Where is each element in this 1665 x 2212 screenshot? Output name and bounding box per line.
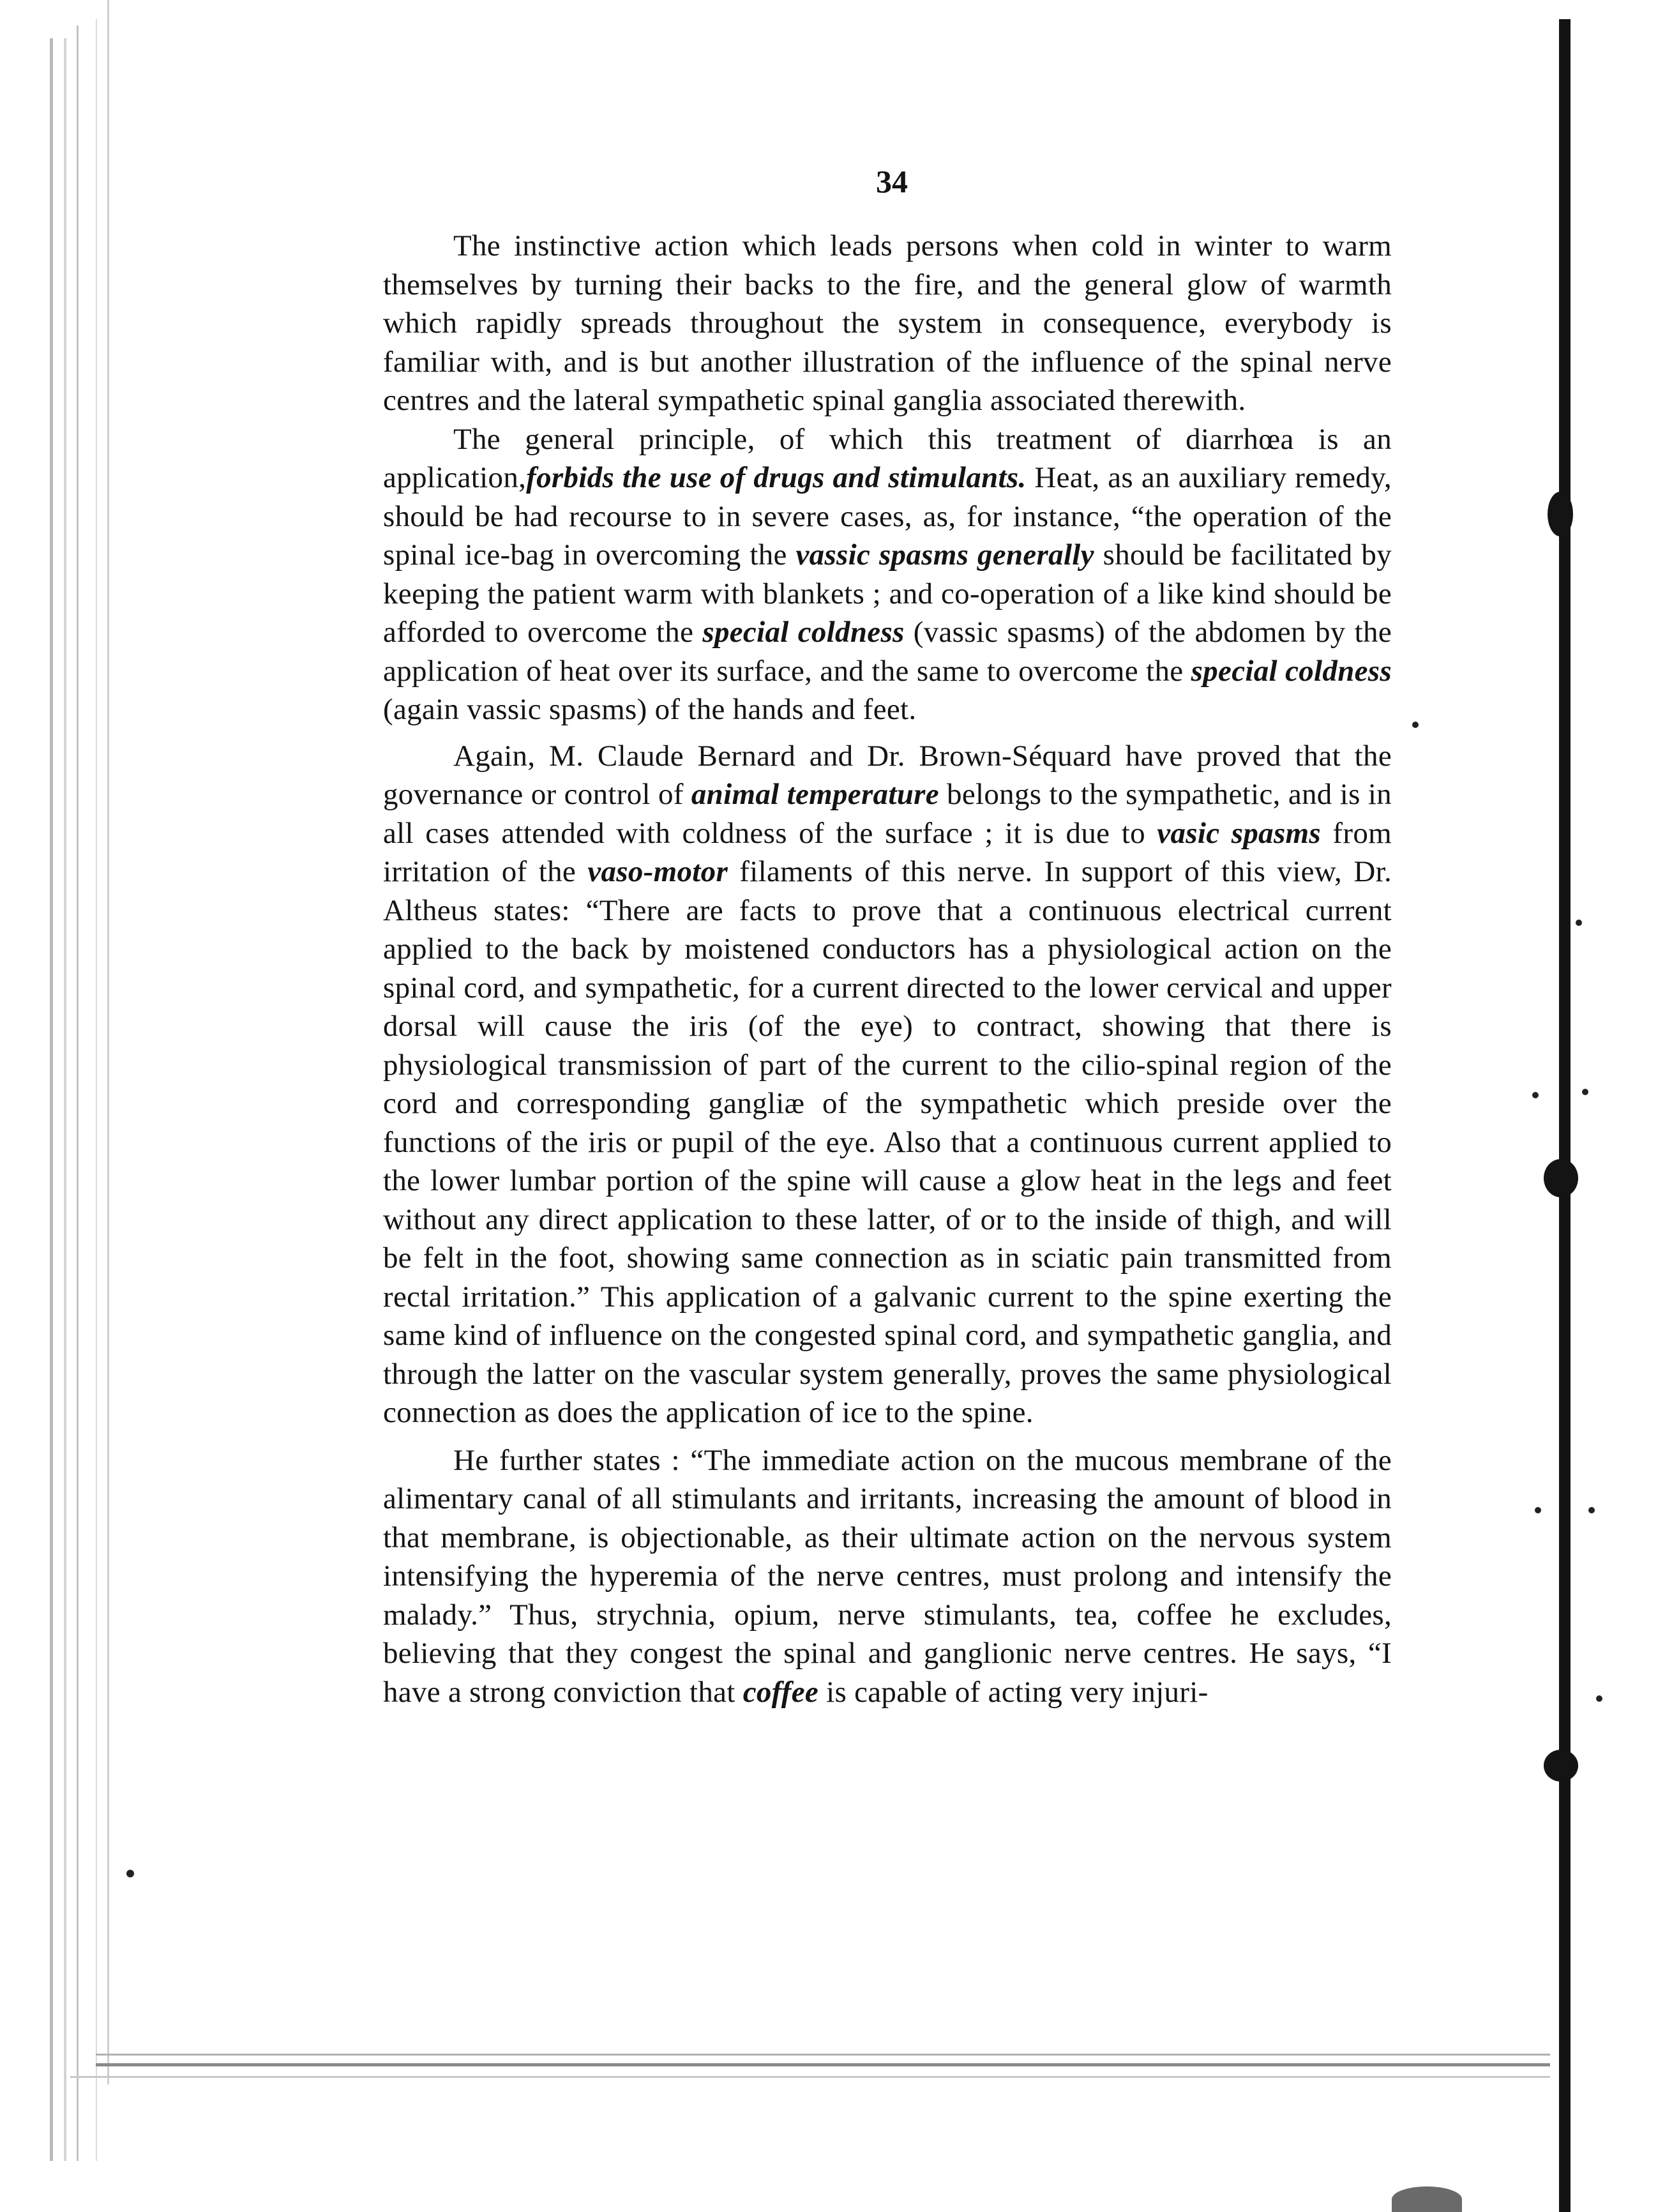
scan-edge-artifact [50,38,53,2161]
page-gutter-bar [1559,19,1571,2212]
scan-edge-artifact [64,38,66,2161]
text-run: The general principle, of which this treatment of diarrhœa is an application, [383,422,1392,494]
italic-phrase: vasic spasms [1157,816,1321,850]
text-run: should be facilitated by keeping the patient warm with blankets ; and co-operation of a like kind should be afforded to overcome the [383,538,1392,649]
speck [126,1870,134,1877]
body-text [383,227,1392,1711]
text-run: Again, M. Claude Bernard and Dr. Brown-Séquard have proved that the governance or control of [383,739,1392,811]
gutter-blot [1544,1750,1578,1782]
gutter-blot [1548,492,1573,536]
scan-edge-artifact [96,19,97,2161]
speck [1588,1507,1595,1513]
page-number: 34 [876,163,908,199]
paragraph [383,420,1392,729]
scan-edge-artifact [70,2076,1550,2078]
text-run: from irritation of the [383,816,1392,888]
scan-edge-artifact [77,26,79,2161]
scan-blot [1392,2186,1462,2212]
italic-phrase: special coldness [702,616,905,649]
scan-edge-artifact [96,2054,1550,2056]
italic-phrase: vassic spasms generally [795,538,1094,572]
paragraph [383,1441,1392,1712]
text-run: The instinctive action which leads persons when cold in winter to warm themselves by turning their backs to the fire, and the general glow of warmth which rapidly spreads throughout the system in consequence, everybody is familiar with, and is but another illustration of the influence of the spinal nerve centres and the lateral sympathetic spinal ganglia associated therewith. [383,229,1392,417]
text-run: He further states : “The immediate action on the mucous membrane of the alimentary canal of all stimulants and irritants, increasing the amount of blood in that membrane, is objectionable, as their ultimate action on the nervous system intensifying the hyperemia of the nerve centres, must prolong and intensify the malady.” Thus, strychnia, opium, nerve stimulants, tea, coffee he excludes, believing that they congest the spinal and ganglionic nerve centres. He says, “I have a strong conviction that [383,1443,1392,1709]
italic-phrase: animal temperature [691,778,939,811]
speck [1582,1089,1588,1095]
text-run: (again vassic spasms) of the hands and feet. [383,693,917,726]
text-run: Heat, as an auxiliary remedy, should be had recourse to in severe cases, as, for instance, “the operation of the spinal ice-bag in overcoming the [383,461,1392,572]
scan-edge-artifact [107,0,109,2084]
text-run: is capable of acting very injuri- [818,1675,1209,1709]
italic-phrase: forbids the use of drugs and stimulants. [526,461,1027,494]
text-run: belongs to the sympathetic, and is in all cases attended with coldness of the surface ; it is due to [383,778,1392,850]
gutter-blot [1544,1159,1578,1197]
italic-phrase: special coldness [1191,654,1392,688]
speck [1576,920,1582,926]
speck [1412,722,1419,728]
text-run: (vassic spasms) of the abdomen by the application of heat over its surface, and the same to overcome the [383,616,1392,688]
paragraph [383,737,1392,1432]
scan-edge-artifact [96,2063,1550,2066]
italic-phrase: vaso-motor [587,855,728,888]
speck [1535,1507,1541,1513]
speck [1596,1695,1602,1702]
paragraph [383,227,1392,420]
text-run: filaments of this nerve. In support of this view, Dr. Altheus states: “There are facts to prove that a continuous electrical current applied to the back by moistened conductors has a physiological action on the spinal cord, and sympathetic, for a current directed to the lower cervical and upper dorsal will cause the iris (of the eye) to contract, showing that there is physiological transmission of part of the current to the cilio-spinal region of the cord and corresponding gangliæ of the sympathetic which preside over the functions of the iris or pupil of the eye. Also that a continuous current applied to the lower lumbar portion of the spine will cause a glow heat in the legs and feet without any direct application to these latter, of or to the inside of thigh, and will be felt in the foot, showing same connection as in sciatic pain transmitted from rectal irritation.” This application of a galvanic current to the spine exerting the same kind of influence on the congested spinal cord, and sympathetic ganglia, and through the latter on the vascular system generally, proves the same physiological connection as does the application of ice to the spine. [383,855,1392,1429]
italic-phrase: coffee [742,1675,819,1709]
speck [1532,1092,1539,1098]
